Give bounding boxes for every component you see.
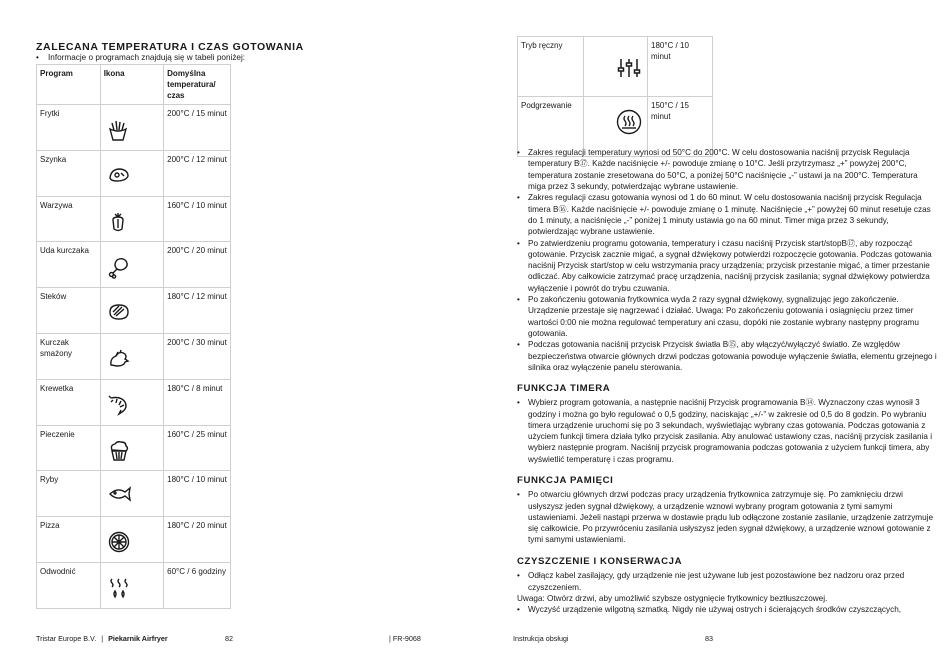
mode-value: 180°C / 10 minut [648,37,713,97]
table-row [37,471,231,517]
program-name: Odwodnić [37,563,101,609]
col-header-default: Domyślna temperatura/ czas [164,65,231,105]
list-item: • Zakres regulacji temperatury wynosi od 50°C do 200°C. W celu dostosowania naciśnij przycisk Regulacja temperatury B⑰. Każde naciśnięcie +/- powoduje zmianę o 10°C. Jeśli przytrzymasz „+” powyżej 200°C, temperatura zostanie zresetowana do 50°C, a poniżej 50°C naciśnięcie „-” ustawi ja na 200°C. Temperatura miga przez 3 sekundy, potwierdzając wybrane ustawienie. [517,147,937,192]
footer-model: | FR-9068 [389,634,421,643]
table-row [37,196,231,242]
warming-icon [616,109,642,135]
program-name: Kurczak smażony [37,334,101,380]
program-name: Steków [37,288,101,334]
steak-icon [107,301,131,323]
dehydrate-icon [107,576,131,600]
chicken-icon [107,347,131,369]
default-value: 160°C / 25 minut [164,425,231,471]
footer-doc-title: Instrukcja obsługi [513,634,569,643]
cleaning-section [517,555,937,615]
default-value: 180°C / 12 minut [164,288,231,334]
footer-product: Piekarnik Airfryer [108,634,168,643]
vegetable-icon [107,210,129,234]
program-name: Uda kurczaka [37,242,101,288]
program-name: Krewetka [37,379,101,425]
program-name: Frytki [37,105,101,151]
table-row [37,517,231,563]
table-header-row [37,65,231,105]
cupcake-icon [107,439,131,463]
col-header-icon: Ikona [100,65,163,105]
page-title: ZALECANA TEMPERATURA I CZAS GOTOWANIA [36,41,304,53]
table-row [518,37,713,97]
default-value: 160°C / 10 minut [164,196,231,242]
program-table [36,64,231,609]
memory-section [517,474,937,546]
footer-left [36,634,168,644]
section-heading: FUNKCJA TIMERA [517,383,611,394]
section-heading: FUNKCJA PAMIĘCI [517,475,614,486]
table-row [37,563,231,609]
fish-icon [107,484,133,504]
list-item: • Wybierz program gotowania, a następnie naciśnij Przycisk programowania B⑭. Wyznaczony czas wynosił 3 godziny i można go było regulować o 0,5 godziny, naciskając „+/-” w zakresie od 0,5 do 8 godzin. Po wybraniu timera urządzenie uruchomi się po 3 sekundach, wyświetlając wybrany czas gotowania. Podczas gotowania z użyciem funkcji timera działa tylko przycisk zasilania. Aby anulować ustawiony czas, naciśnij przycisk zasilania i wybierz następnie program. Naciśnij przycisk programowania podczas gotowania z użyciem funkcji timera, aby wyświetlić temperaturę i czas programu. [517,397,937,465]
program-name: Ryby [37,471,101,517]
shrimp-icon [107,393,131,417]
footer-brand: Tristar Europe B.V. [36,634,97,643]
table-row [37,150,231,196]
main-instructions [517,147,937,373]
table-row [37,288,231,334]
timer-section [517,382,937,465]
mode-value: 150°C / 15 minut [648,97,713,157]
drumstick-icon [107,255,131,279]
col-header-program: Program [37,65,101,105]
list-item: • Podczas gotowania naciśnij przycisk Przycisk światła B⑮, aby włączyć/wyłączyć światło. Ze względów bezpieczeństwa otwarcie głównych drzwi podczas gotowania powoduje wyłączenie światła, elementu grzejnego i silnika oraz wyłączenie panelu sterowania. [517,339,937,373]
ham-icon [107,164,131,184]
list-item: • Odłącz kabel zasilający, gdy urządzenie nie jest używane lub jest pozostawione bez nadzoru oraz przed czyszczeniem. [517,570,937,593]
table-row [37,242,231,288]
right-page [475,0,950,660]
program-name: Szynka [37,150,101,196]
program-name: Pieczenie [37,425,101,471]
section-heading: CZYSZCZENIE I KONSERWACJA [517,556,683,567]
table-row [37,105,231,151]
default-value: 180°C / 20 minut [164,517,231,563]
default-value: 60°C / 6 godziny [164,563,231,609]
mode-name: Tryb ręczny [518,37,584,97]
default-value: 180°C / 8 minut [164,379,231,425]
sliders-icon [616,57,642,79]
default-value: 200°C / 15 minut [164,105,231,151]
footer-page-number-left: 82 [225,634,233,643]
mode-name: Podgrzewanie [518,97,584,157]
default-value: 200°C / 30 minut [164,334,231,380]
fries-icon [107,118,129,142]
program-name: Pizza [37,517,101,563]
table-row [37,379,231,425]
list-item: • Wyczyść urządzenie wilgotną szmatką. Nigdy nie używaj ostrych i ścierających środków czyszczących, [517,604,937,615]
pizza-icon [107,530,131,554]
program-name: Warzywa [37,196,101,242]
intro-text: • Informacje o programach znajdują się w tabeli poniżej: [36,53,246,62]
table-row [37,334,231,380]
list-item: • Po zakończeniu gotowania frytkownica wyda 2 razy sygnał dźwiękowy, sygnalizując jego zakończenie. Urządzenie przestaje się nagrzewać i działać. Uwaga: Po zakończeniu gotowania i osiągnięciu przez timer wartości 0:00 nie można regulować temperatury ani czasu, dopóki nie zostanie wybrany następny programu gotowania. [517,294,937,339]
modes-table [517,36,713,157]
default-value: 180°C / 10 minut [164,471,231,517]
default-value: 200°C / 12 minut [164,150,231,196]
footer-separator: | [101,634,104,643]
list-item: • Zakres regulacji czasu gotowania wynosi od 1 do 60 minut. W celu dostosowania naciśnij przycisk Regulacja timera B⑯. Każde naciśnięcie +/- powoduje zmianę o 1 minutę. Naciśnięcie „+” powyżej 60 minut resetuje czas do 1 minuty, a naciśnięcie „-” poniżej 1 minuty ustawia go na 60 minut. Timer miga przez 3 sekundy, potwierdzając wybrane ustawienie. [517,192,937,237]
table-row [37,425,231,471]
list-item: • Po otwarciu głównych drzwi podczas pracy urządzenia frytkownica zatrzymuje się. Po zamknięciu drzwi usłyszysz jeden sygnał dźwiękowy, a urządzenie wznowi wybrany program gotowania z tymi samymi ustawieniami. Jeżeli nastąpi przerwa w dostawie prądu lub odłączone zostanie zasilanie, urządzenie zatrzymuje się całkowicie. Po przywróceniu zasilania usłyszysz jeden sygnał dźwiękowy, a urządzenie wznowi gotowanie z tymi samymi ustawieniami. [517,489,937,546]
footer-page-number-right: 83 [705,634,713,643]
note-text: Uwaga: Otwórz drzwi, aby umożliwić szybsze ostygnięcie frytkownicy beztłuszczowej. [517,593,828,603]
default-value: 200°C / 20 minut [164,242,231,288]
list-item: • Po zatwierdzeniu programu gotowania, temperatury i czasu naciśnij Przycisk start/stopB⑰, aby rozpocząć gotowanie. Przycisk zacznie migać, a sygnał dźwiękowy potwierdzi rozpoczęcie gotowania. Podczas gotowania naciśnij Przycisk start/stop w celu wstrzymania pracy urządzenia; przycisk przestanie migać, a timer przestanie odliczać. Aby całkowicie zatrzymać pracę urządzenia, naciśnij przycisk zasilania; sygnał dźwiękowy potwierdza wyłączenie i powrót do trybu czuwania. [517,238,937,295]
